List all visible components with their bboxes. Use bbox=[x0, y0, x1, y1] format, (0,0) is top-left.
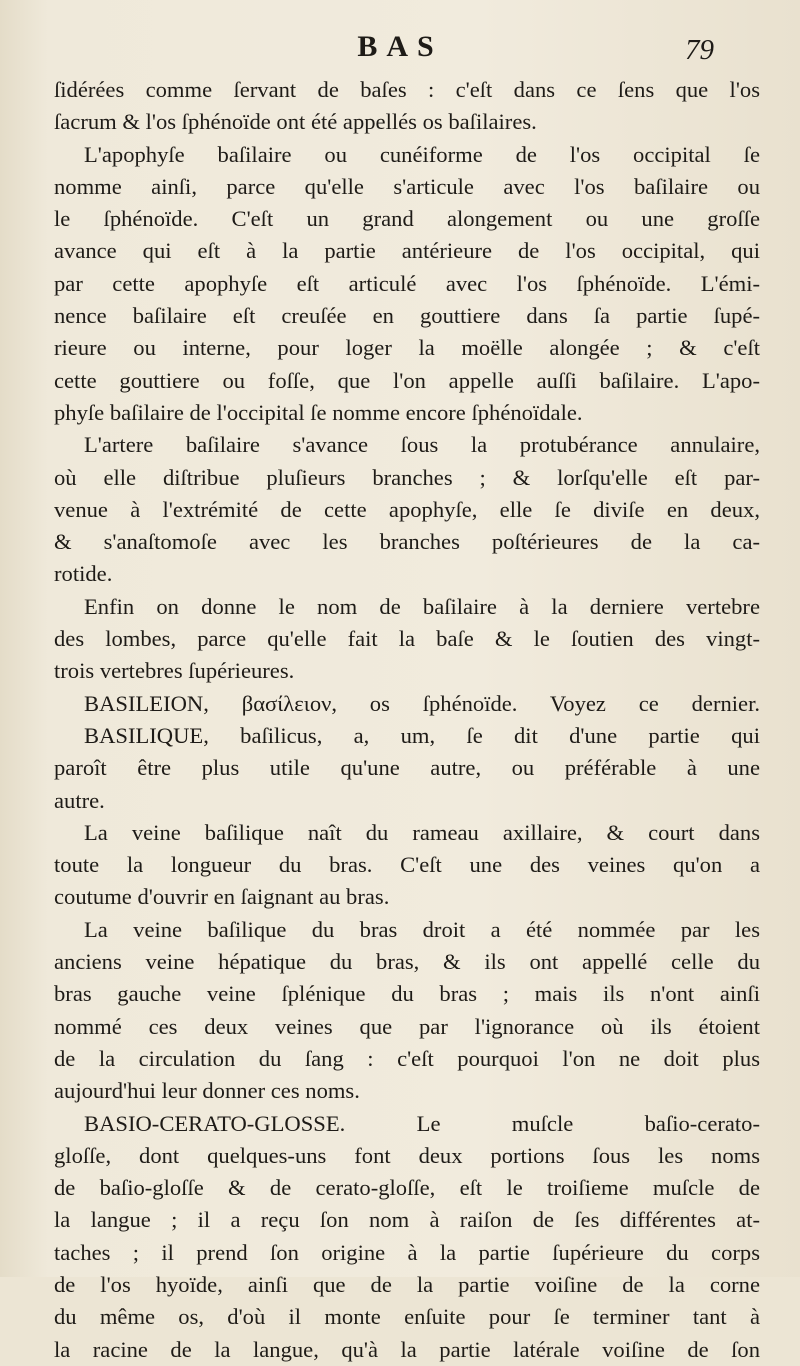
text-line: nomme ainſi, parce qu'elle s'articule avec l'os baſilaire ou bbox=[54, 173, 760, 199]
text-line: anciens veine hépatique du bras, & ils ont appellé celle du bbox=[54, 949, 760, 975]
text-line: du même os, d'où il monte enſuite pour ſe terminer tant à bbox=[54, 1304, 760, 1330]
running-head: BAS bbox=[357, 30, 443, 63]
text-line: le ſphénoïde. C'eſt un grand alongement ou une groſſe bbox=[54, 206, 760, 232]
text-line: gloſſe, dont quelques-uns font deux portions ſous les noms bbox=[54, 1142, 760, 1168]
text-line: avance qui eſt à la partie antérieure de l'os occipital, qui bbox=[54, 238, 760, 264]
page-header bbox=[0, 30, 800, 74]
text-line: phyſe baſilaire de l'occipital ſe nomme encore ſphénoïdale. bbox=[54, 399, 583, 425]
text-line: cette gouttiere ou foſſe, que l'on appelle auſſi baſilaire. L'apo- bbox=[54, 367, 760, 393]
text-line: la langue ; il a reçu ſon nom à raiſon de ſes différentes at- bbox=[54, 1207, 760, 1233]
text-line: BASIO-CERATO-GLOSSE. Le muſcle baſio-cerato- bbox=[84, 1110, 760, 1136]
text-line: par cette apophyſe eſt articulé avec l'os ſphénoïde. L'émi- bbox=[54, 270, 760, 296]
text-line: & s'anaſtomoſe avec les branches poſtérieures de la ca- bbox=[54, 529, 760, 555]
text-line: BASILEION, βασίλειον, os ſphénoïde. Voyez ce dernier. bbox=[84, 690, 760, 716]
text-line: de la circulation du ſang : c'eſt pourquoi l'on ne doit plus bbox=[54, 1045, 760, 1071]
text-line: nommé ces deux veines que par l'ignorance où ils étoient bbox=[54, 1013, 760, 1039]
text-line: La veine baſilique naît du rameau axillaire, & court dans bbox=[84, 819, 760, 845]
page-number: 79 bbox=[685, 34, 714, 66]
text-line: la racine de la langue, qu'à la partie latérale voiſine de ſon bbox=[54, 1336, 760, 1362]
text-line: BASILIQUE, baſilicus, a, um, ſe dit d'une partie qui bbox=[84, 722, 760, 748]
text-line: venue à l'extrémité de cette apophyſe, elle ſe diviſe en deux, bbox=[54, 496, 760, 522]
text-line: de baſio-gloſſe & de cerato-gloſſe, eſt le troiſieme muſcle de bbox=[54, 1175, 760, 1201]
text-line: nence baſilaire eſt creuſée en gouttiere dans ſa partie ſupé- bbox=[54, 303, 760, 329]
text-line: paroît être plus utile qu'une autre, ou préférable à une bbox=[54, 755, 760, 781]
text-line: L'apophyſe baſilaire ou cunéiforme de l'os occipital ſe bbox=[84, 141, 760, 167]
text-line: trois vertebres ſupérieures. bbox=[54, 658, 295, 684]
text-line: de l'os hyoïde, ainſi que de la partie voiſine de la corne bbox=[54, 1271, 760, 1297]
text-line: taches ; il prend ſon origine à la partie ſupérieure du corps bbox=[54, 1239, 760, 1265]
text-line: toute la longueur du bras. C'eſt une des veines qu'on a bbox=[54, 852, 760, 878]
text-line: ſidérées comme ſervant de baſes : c'eſt dans ce ſens que l'os bbox=[54, 77, 760, 102]
text-line: L'artere baſilaire s'avance ſous la protubérance annulaire, bbox=[84, 432, 760, 458]
text-line: autre. bbox=[54, 787, 105, 813]
text-line: où elle diſtribue pluſieurs branches ; & lorſqu'elle eſt par- bbox=[54, 464, 760, 490]
text-line: Enfin on donne le nom de baſilaire à la derniere vertebre bbox=[84, 593, 760, 619]
body-text bbox=[54, 74, 760, 1366]
text-line: des lombes, parce qu'elle fait la baſe & le ſoutien des vingt- bbox=[54, 626, 760, 652]
text-line: rotide. bbox=[54, 561, 113, 587]
text-line: bras gauche veine ſplénique du bras ; mais ils n'ont ainſi bbox=[54, 981, 760, 1007]
text-line: rieure ou interne, pour loger la moëlle alongée ; & c'eſt bbox=[54, 335, 760, 361]
text-line: coutume d'ouvrir en ſaignant au bras. bbox=[54, 884, 390, 910]
text-line: La veine baſilique du bras droit a été nommée par les bbox=[84, 916, 760, 942]
text-line: ſacrum & l'os ſphénoïde ont été appellés os baſilaires. bbox=[54, 109, 537, 135]
text-line: aujourd'hui leur donner ces noms. bbox=[54, 1078, 360, 1104]
